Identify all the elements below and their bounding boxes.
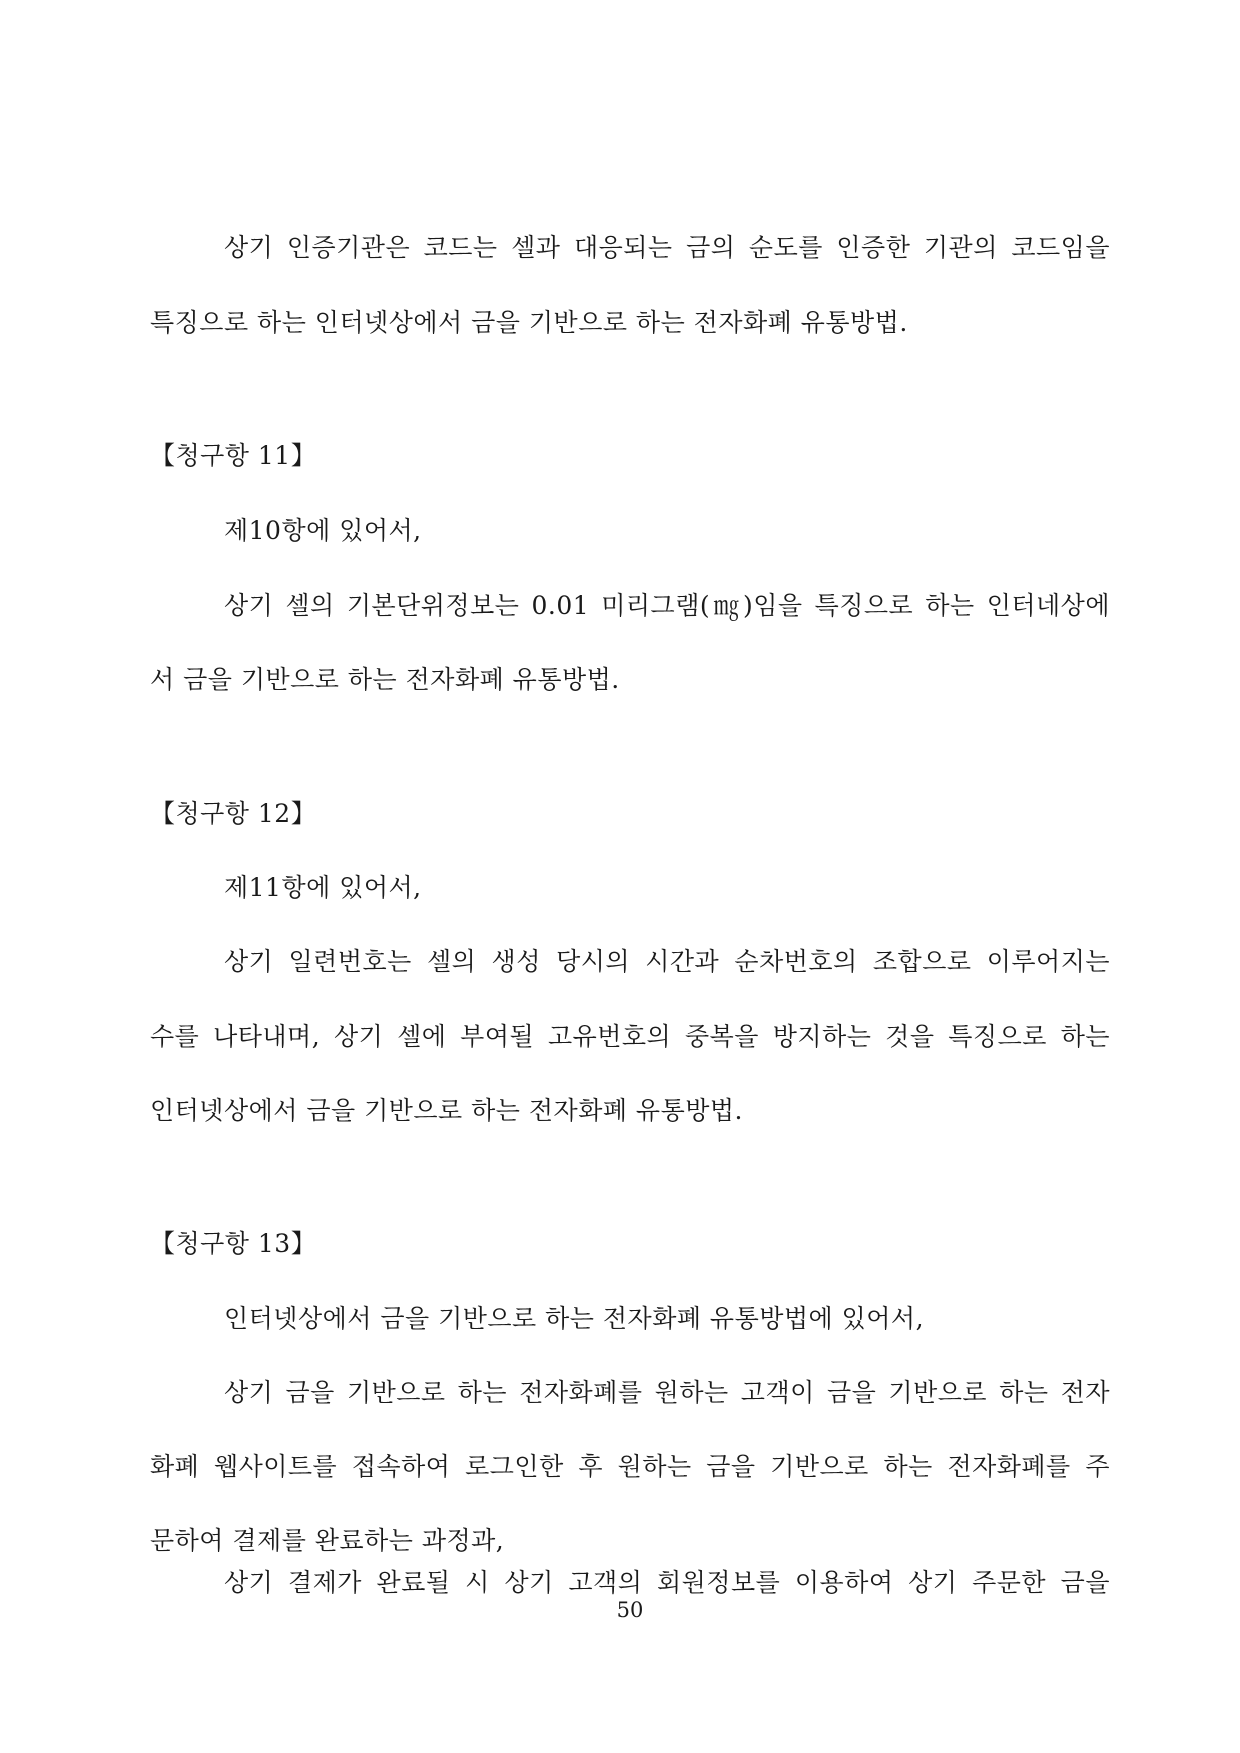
- claim12-text-line-1: 상기 일련번호는 셀의 생성 당시의 시간과 순차번호의 조합으로 이루어지는: [224, 947, 1110, 976]
- claim11-text-line-2: 서 금을 기반으로 하는 전자화폐 유통방법.: [150, 665, 620, 694]
- claim13-preamble: 인터넷상에서 금을 기반으로 하는 전자화폐 유통방법에 있어서,: [224, 1304, 925, 1333]
- claim11-reference: 제10항에 있어서,: [224, 516, 422, 545]
- claim13-text-line-2: 화폐 웹사이트를 접속하여 로그인한 후 원하는 금을 기반으로 하는 전자화폐를 주: [150, 1452, 1110, 1481]
- claim13-text-line-4: 상기 결제가 완료될 시 상기 고객의 회원정보를 이용하여 상기 주문한 금을: [224, 1568, 1110, 1597]
- claim12-text-line-3: 인터넷상에서 금을 기반으로 하는 전자화폐 유통방법.: [150, 1096, 743, 1125]
- claim-13-heading: 【청구항 13】: [150, 1229, 317, 1258]
- claim10-text-line-2: 특징으로 하는 인터넷상에서 금을 기반으로 하는 전자화폐 유통방법.: [150, 308, 908, 337]
- claim13-text-line-1: 상기 금을 기반으로 하는 전자화폐를 원하는 고객이 금을 기반으로 하는 전자: [224, 1378, 1110, 1407]
- claim12-text-line-2: 수를 나타내며, 상기 셀에 부여될 고유번호의 중복을 방지하는 것을 특징으로 하는: [150, 1022, 1110, 1051]
- claim12-reference: 제11항에 있어서,: [224, 873, 422, 902]
- claim13-text-line-3: 문하여 결제를 완료하는 과정과,: [150, 1526, 505, 1555]
- claim-11-heading: 【청구항 11】: [150, 441, 317, 470]
- page-number: 50: [616, 1598, 644, 1622]
- claim11-text-line-1: 상기 셀의 기본단위정보는 0.01 미리그램(㎎)임을 특징으로 하는 인터네상에: [224, 591, 1110, 620]
- claim-12-heading: 【청구항 12】: [150, 799, 317, 828]
- claim10-text-line-1: 상기 인증기관은 코드는 셀과 대응되는 금의 순도를 인증한 기관의 코드임을: [224, 233, 1110, 262]
